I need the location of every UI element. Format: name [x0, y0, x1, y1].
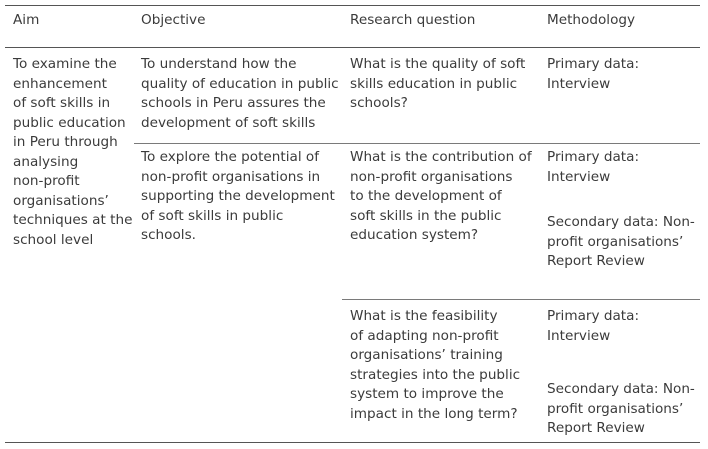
- methodology-secondary-2: Secondary data: Non- profit organisations’ Report Review: [547, 214, 695, 269]
- objective-cell-1: To understand how the quality of education in public schools in Peru assures the development of soft skills: [141, 56, 339, 131]
- research-question-cell-1: What is the quality of soft skills education in public schools?: [350, 56, 526, 111]
- header-objective: Objective: [141, 12, 206, 28]
- methodology-primary-1: Primary data: Interview: [547, 56, 640, 92]
- table-top-rule: [5, 5, 700, 6]
- methodology-primary-3: Primary data: Interview: [547, 308, 640, 344]
- research-question-cell-2: What is the contribution of non-profit organisations to the development of soft skills in the public education system?: [350, 149, 532, 243]
- research-question-cell-3: What is the feasibility of adapting non-profit organisations’ training strategies into the public system to improve the impact in the long term?: [350, 308, 521, 422]
- header-research-question: Research question: [350, 12, 476, 28]
- objective-cell-2: To explore the potential of non-profit organisations in supporting the development of soft skills in public schools.: [141, 149, 335, 243]
- methodology-primary-2: Primary data: Interview: [547, 149, 640, 185]
- header-bottom-rule: [5, 47, 700, 48]
- row-divider-1: [134, 143, 700, 144]
- row-divider-2: [342, 299, 700, 300]
- table-bottom-rule: [5, 442, 700, 443]
- aim-cell: To examine the enhancement of soft skills in public education in Peru through analysing non-profit organisations’ techniques at the school level: [13, 56, 133, 248]
- header-aim: Aim: [13, 12, 40, 28]
- header-methodology: Methodology: [547, 12, 636, 28]
- methodology-secondary-3: Secondary data: Non- profit organisations’ Report Review: [547, 381, 695, 436]
